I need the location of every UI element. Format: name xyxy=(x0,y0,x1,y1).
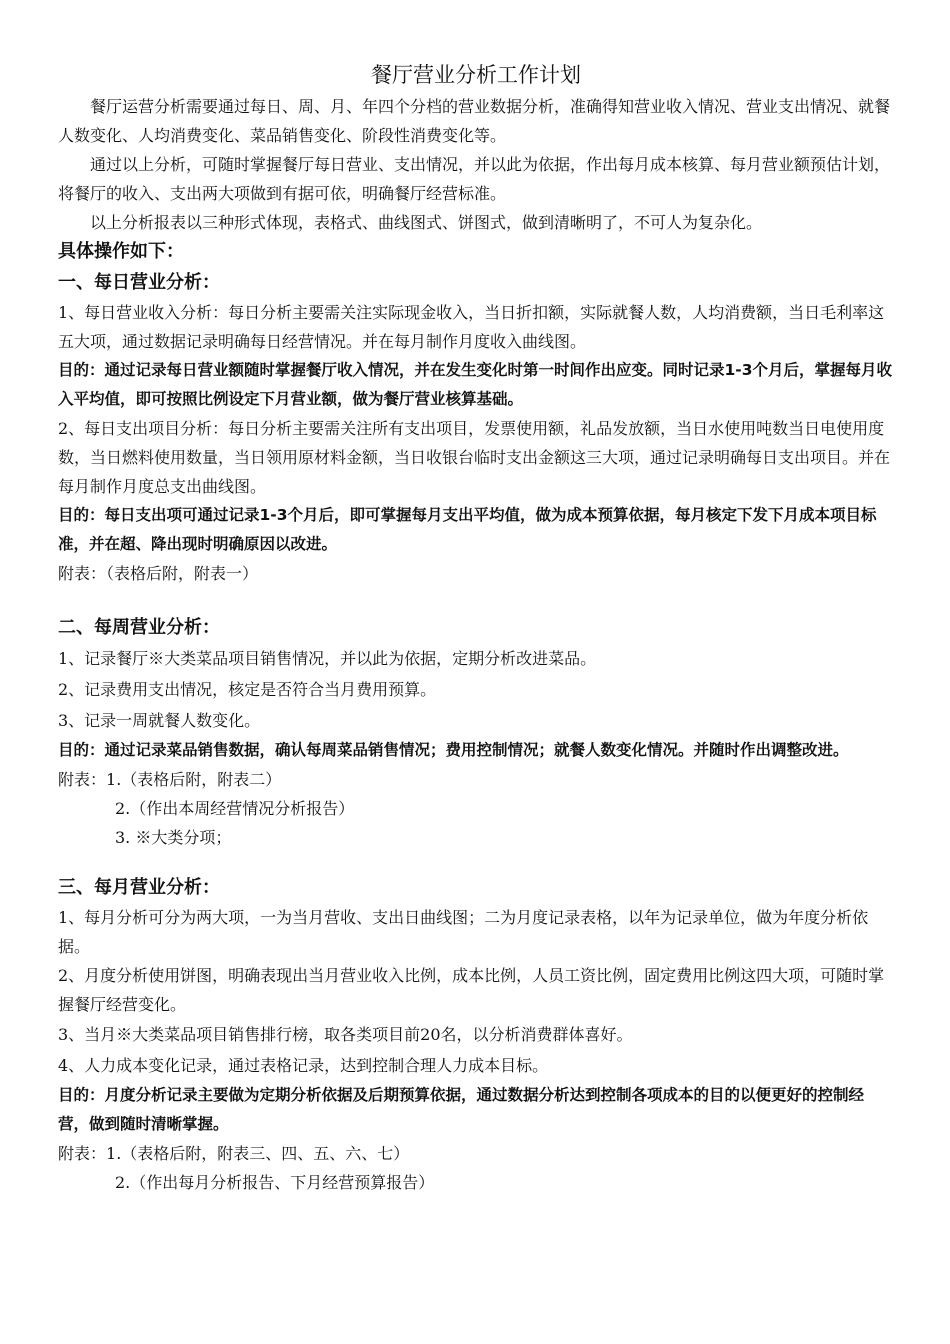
intro-paragraph-3: 以上分析报表以三种形式体现，表格式、曲线图式、饼图式，做到清晰明了，不可人为复杂化。 xyxy=(90,213,763,232)
monthly-attachment-item-1: 1.（表格后附，附表三、四、五、六、七） xyxy=(106,1144,410,1163)
weekly-attachment-label: 附表： xyxy=(58,770,107,789)
spacer xyxy=(58,852,894,872)
weekly-item-3: 3、记录一周就餐人数变化。 xyxy=(58,711,261,730)
monthly-item-4: 4、人力成本变化记录，通过表格记录，达到控制合理人力成本目标。 xyxy=(58,1056,549,1075)
intro-paragraph-1: 餐厅运营分析需要通过每日、周、月、年四个分档的营业数据分析，准确得知营业收入情况、营业支出情况、就餐人数变化、人均消费变化、菜品销售变化、阶段性消费变化等。 xyxy=(58,97,891,145)
monthly-attachment-1 xyxy=(58,1139,894,1168)
monthly-attachment-label: 附表： xyxy=(58,1144,107,1163)
monthly-item-2: 2、月度分析使用饼图，明确表现出当月营业收入比例，成本比例，人员工资比例，固定费用比例这四大项，可随时掌握餐厅经营变化。 xyxy=(58,966,885,1014)
monthly-item-1: 1、每月分析可分为两大项，一为当月营收、支出日曲线图；二为月度记录表格，以年为记录单位，做为年度分析依据。 xyxy=(58,908,869,956)
weekly-attachment-item-3: 3. ※大类分项； xyxy=(115,828,232,847)
weekly-item-2: 2、记录费用支出情况，核定是否符合当月费用预算。 xyxy=(58,680,437,699)
monthly-heading: 三、每月营业分析： xyxy=(58,877,220,898)
weekly-item-1: 1、记录餐厅※大类菜品项目销售情况，并以此为依据，定期分析改进菜品。 xyxy=(58,649,597,668)
daily-item-1: 1、每日营业收入分析：每日分析主要需关注实际现金收入，当日折扣额，实际就餐人数，人均消费额，当日毛利率这五大项，通过数据记录明确每日经营情况。并在每月制作月度收入曲线图。 xyxy=(58,303,885,351)
daily-goal-1: 目的：通过记录每日营业额随时掌握餐厅收入情况，并在发生变化时第一时间作出应变。同时记录1-3个月后，掌握每月收入平均值，即可按照比例设定下月营业额，做为餐厅营业核算基础。 xyxy=(58,361,893,408)
monthly-item-3: 3、当月※大类菜品项目销售排行榜，取各类项目前20名，以分析消费群体喜好。 xyxy=(58,1025,633,1044)
weekly-attachment-1 xyxy=(58,765,894,794)
weekly-attachment-item-1: 1.（表格后附，附表二） xyxy=(106,770,282,789)
weekly-goal: 目的：通过记录菜品销售数据，确认每周菜品销售情况；费用控制情况；就餐人数变化情况。并随时作出调整改进。 xyxy=(58,741,849,759)
daily-goal-2: 目的：每日支出项可通过记录1-3个月后，即可掌握每月支出平均值，做为成本预算依据，每月核定下发下月成本项目标准，并在超、降出现时明确原因以改进。 xyxy=(58,506,877,553)
weekly-attachment-item-2: 2.（作出本周经营情况分析报告） xyxy=(115,799,355,818)
monthly-goal: 目的：月度分析记录主要做为定期分析依据及后期预算依据，通过数据分析达到控制各项成本的目的以便更好的控制经营，做到随时清晰掌握。 xyxy=(58,1086,865,1133)
daily-heading: 一、每日营业分析： xyxy=(58,272,220,293)
document-title: 餐厅营业分析工作计划 xyxy=(371,63,581,87)
daily-attachment: 附表：（表格后附，附表一） xyxy=(58,564,259,583)
daily-item-2: 2、每日支出项目分析：每日分析主要需关注所有支出项目，发票使用额，礼品发放额，当日水使用吨数当日电使用度数，当日燃料使用数量，当日领用原材料金额，当日收银台临时支出金额这三大项，通过记录明确每日支出项目。并在每月制作月度总支出曲线图。 xyxy=(58,419,891,496)
weekly-heading: 二、每周营业分析： xyxy=(58,617,220,638)
monthly-attachment-item-2: 2.（作出每月分析报告、下月经营预算报告） xyxy=(115,1173,435,1192)
intro-paragraph-2: 通过以上分析，可随时掌握餐厅每日营业、支出情况，并以此为依据，作出每月成本核算、每月营业额预估计划，将餐厅的收入、支出两大项做到有据可依，明确餐厅经营标准。 xyxy=(58,155,891,203)
spacer xyxy=(58,588,894,612)
operations-heading: 具体操作如下： xyxy=(58,241,184,262)
